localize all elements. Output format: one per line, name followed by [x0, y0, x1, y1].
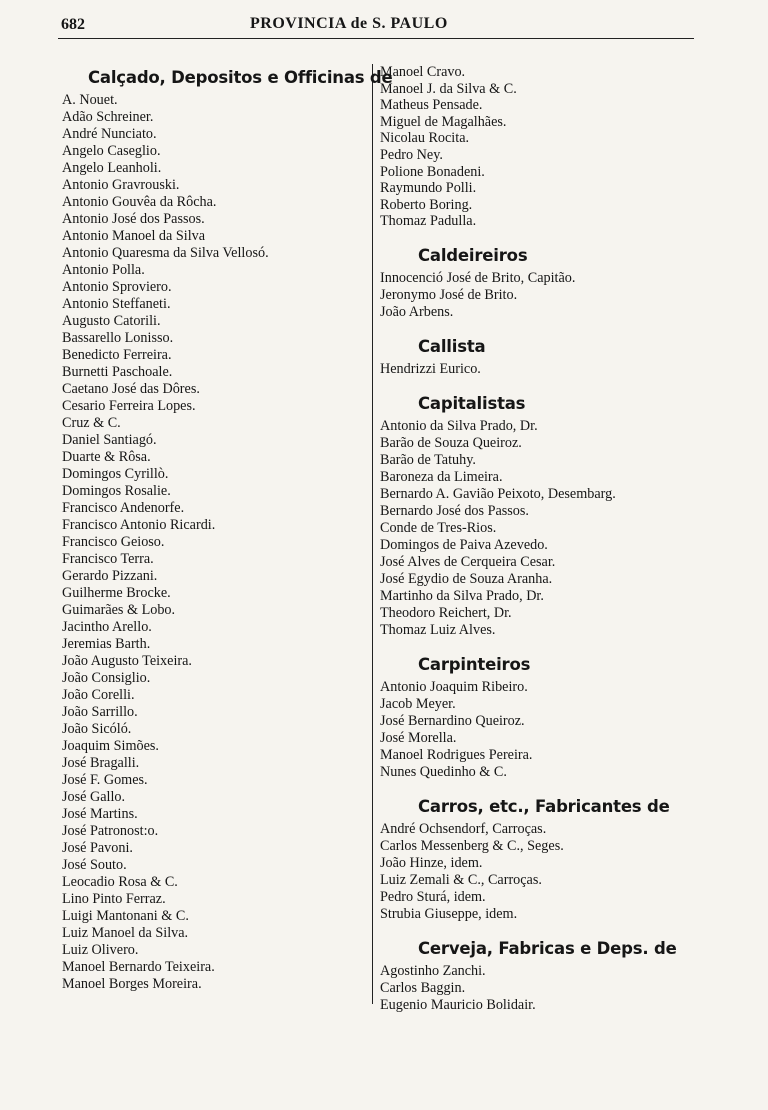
directory-entry: Antonio Steffaneti. — [62, 296, 171, 312]
directory-entry: Leocadio Rosa & C. — [62, 874, 178, 890]
directory-entry: Barão de Tatuhy. — [380, 451, 476, 468]
page-number: 682 — [61, 16, 85, 33]
directory-entry: Antonio Quaresma da Silva Vellosó. — [62, 245, 269, 261]
directory-entry: Nunes Quedinho & C. — [380, 763, 507, 780]
directory-entry: Manoel Rodrigues Pereira. — [380, 746, 533, 763]
directory-entry: Francisco Antonio Ricardi. — [62, 517, 216, 533]
directory-entry: Thomaz Padulla. — [380, 213, 477, 230]
directory-entry: Antonio Gravrouski. — [62, 177, 180, 193]
directory-entry: José Pavoni. — [62, 840, 133, 856]
directory-entry: Polione Bonadeni. — [380, 163, 485, 180]
directory-entry: Eugenio Mauricio Bolidair. — [380, 996, 536, 1013]
directory-entry: Caetano José das Dôres. — [62, 381, 200, 397]
directory-entry: Domingos de Paiva Azevedo. — [380, 536, 548, 553]
section-heading-calcado: Calçado, Depositos e Officinas de — [88, 68, 393, 87]
directory-entry: Pedro Sturá, idem. — [380, 888, 486, 905]
directory-entry: Jacob Meyer. — [380, 695, 456, 712]
directory-section — [378, 390, 708, 639]
directory-entry: Baroneza da Limeira. — [380, 468, 503, 485]
directory-entry: José Morella. — [380, 729, 457, 746]
directory-entry: Domingos Rosalie. — [62, 483, 171, 499]
running-head: PROVINCIA de S. PAULO — [250, 15, 448, 32]
section-heading: Callista — [418, 336, 486, 356]
section-heading: Caldeireiros — [418, 245, 528, 265]
directory-entry: Manoel Bernardo Teixeira. — [62, 959, 215, 975]
section-heading: Carros, etc., Fabricantes de — [418, 796, 670, 816]
directory-entry: Jeremias Barth. — [62, 636, 151, 652]
directory-entry: João Corelli. — [62, 687, 135, 703]
directory-entry: Bassarello Lonisso. — [62, 330, 174, 346]
right-section-list — [378, 242, 708, 1014]
directory-entry: André Ochsendorf, Carroças. — [380, 820, 547, 837]
directory-entry: João Sarrillo. — [62, 704, 138, 720]
directory-entry: Miguel de Magalhães. — [380, 113, 507, 130]
directory-entry: José Bernardino Queiroz. — [380, 712, 525, 729]
left-column — [58, 64, 393, 993]
directory-entry: Augusto Catorili. — [62, 313, 161, 329]
directory-entry: Antonio Joaquim Ribeiro. — [380, 678, 528, 695]
directory-entry: Guimarães & Lobo. — [62, 602, 176, 618]
directory-entry: José Patronost:o. — [62, 823, 159, 839]
directory-entry: Daniel Santiagó. — [62, 432, 157, 448]
directory-entry: Bernardo A. Gavião Peixoto, Desembarg. — [380, 485, 616, 502]
directory-entry: Francisco Geioso. — [62, 534, 165, 550]
directory-entry: José Gallo. — [62, 789, 126, 805]
directory-entry: José Bragalli. — [62, 755, 140, 771]
directory-entry: Agostinho Zanchi. — [380, 962, 486, 979]
directory-entry: Thomaz Luiz Alves. — [380, 621, 496, 638]
directory-entry: Jacintho Arello. — [62, 619, 152, 635]
directory-section — [378, 651, 708, 781]
directory-entry: Carlos Messenberg & C., Seges. — [380, 837, 564, 854]
directory-entry: José F. Gomes. — [62, 772, 148, 788]
header-rule — [58, 38, 694, 39]
directory-entry: Strubia Giuseppe, idem. — [380, 905, 518, 922]
directory-entry: João Arbens. — [380, 303, 454, 320]
directory-entry: Joaquim Simões. — [62, 738, 159, 754]
directory-entry: Lino Pinto Ferraz. — [62, 891, 166, 907]
directory-entry: Angelo Caseglio. — [62, 143, 161, 159]
directory-entry: Antonio Manoel da Silva — [62, 228, 206, 244]
directory-entry: Antonio Gouvêa da Rôcha. — [62, 194, 217, 210]
directory-entry: Manoel J. da Silva & C. — [380, 80, 517, 97]
directory-entry: Conde de Tres-Rios. — [380, 519, 497, 536]
directory-entry: João Hinze, idem. — [380, 854, 483, 871]
directory-entry: Cesario Ferreira Lopes. — [62, 398, 196, 414]
directory-entry: Innocenció José de Brito, Capitão. — [380, 269, 576, 286]
directory-entry: Antonio Polla. — [62, 262, 145, 278]
directory-entry: Burnetti Paschoale. — [62, 364, 173, 380]
directory-entry: Martinho da Silva Prado, Dr. — [380, 587, 544, 604]
directory-entry: José Egydio de Souza Aranha. — [380, 570, 553, 587]
directory-section — [378, 793, 708, 923]
directory-entry: Angelo Leanholi. — [62, 160, 162, 176]
directory-entry: Jeronymo José de Brito. — [380, 286, 518, 303]
directory-entry: Luiz Zemali & C., Carroças. — [380, 871, 542, 888]
directory-entry: Pedro Ney. — [380, 146, 443, 163]
directory-entry: Luigi Mantonani & C. — [62, 908, 189, 924]
directory-entry: João Augusto Teixeira. — [62, 653, 192, 669]
directory-section — [378, 935, 708, 1014]
directory-entry: Francisco Terra. — [62, 551, 154, 567]
directory-entry: Cruz & C. — [62, 415, 121, 431]
directory-entry: Luiz Olivero. — [62, 942, 139, 958]
directory-entry: Carlos Baggin. — [380, 979, 466, 996]
directory-entry: Manoel Cravo. — [380, 64, 466, 80]
directory-entry: Antonio Sproviero. — [62, 279, 172, 295]
continued-entry-list — [378, 64, 708, 230]
directory-entry: João Consiglio. — [62, 670, 151, 686]
directory-entry: André Nunciato. — [62, 126, 157, 142]
directory-entry: A. Nouet. — [62, 92, 118, 108]
directory-section — [378, 242, 708, 321]
directory-entry: Duarte & Rôsa. — [62, 449, 151, 465]
directory-entry: Manoel Borges Moreira. — [62, 976, 202, 992]
right-column — [378, 64, 708, 1014]
directory-entry: Raymundo Polli. — [380, 180, 477, 197]
directory-entry: João Sicóló. — [62, 721, 132, 737]
section-heading: Cerveja, Fabricas e Deps. de — [418, 938, 677, 958]
directory-entry: Hendrizzi Eurico. — [380, 360, 481, 377]
directory-entry: José Souto. — [62, 857, 127, 873]
column-divider — [372, 64, 373, 1004]
directory-entry: Gerardo Pizzani. — [62, 568, 158, 584]
section-heading: Carpinteiros — [418, 654, 531, 674]
directory-entry: Nicolau Rocita. — [380, 130, 470, 147]
directory-entry: Barão de Souza Queiroz. — [380, 434, 522, 451]
directory-entry: Theodoro Reichert, Dr. — [380, 604, 512, 621]
left-entry-list — [58, 92, 370, 993]
section-heading: Capitalistas — [418, 393, 526, 413]
directory-entry: Benedicto Ferreira. — [62, 347, 172, 363]
directory-entry: Domingos Cyrillò. — [62, 466, 169, 482]
directory-entry: Adão Schreiner. — [62, 109, 154, 125]
directory-entry: Luiz Manoel da Silva. — [62, 925, 189, 941]
directory-entry: Antonio da Silva Prado, Dr. — [380, 417, 538, 434]
directory-entry: José Alves de Cerqueira Cesar. — [380, 553, 556, 570]
directory-entry: Roberto Boring. — [380, 196, 473, 213]
directory-entry: Francisco Andenorfe. — [62, 500, 185, 516]
directory-entry: Bernardo José dos Passos. — [380, 502, 529, 519]
directory-section — [378, 333, 708, 378]
directory-entry: Guilherme Brocke. — [62, 585, 171, 601]
directory-entry: José Martins. — [62, 806, 138, 822]
directory-entry: Matheus Pensade. — [380, 97, 483, 114]
directory-entry: Antonio José dos Passos. — [62, 211, 205, 227]
